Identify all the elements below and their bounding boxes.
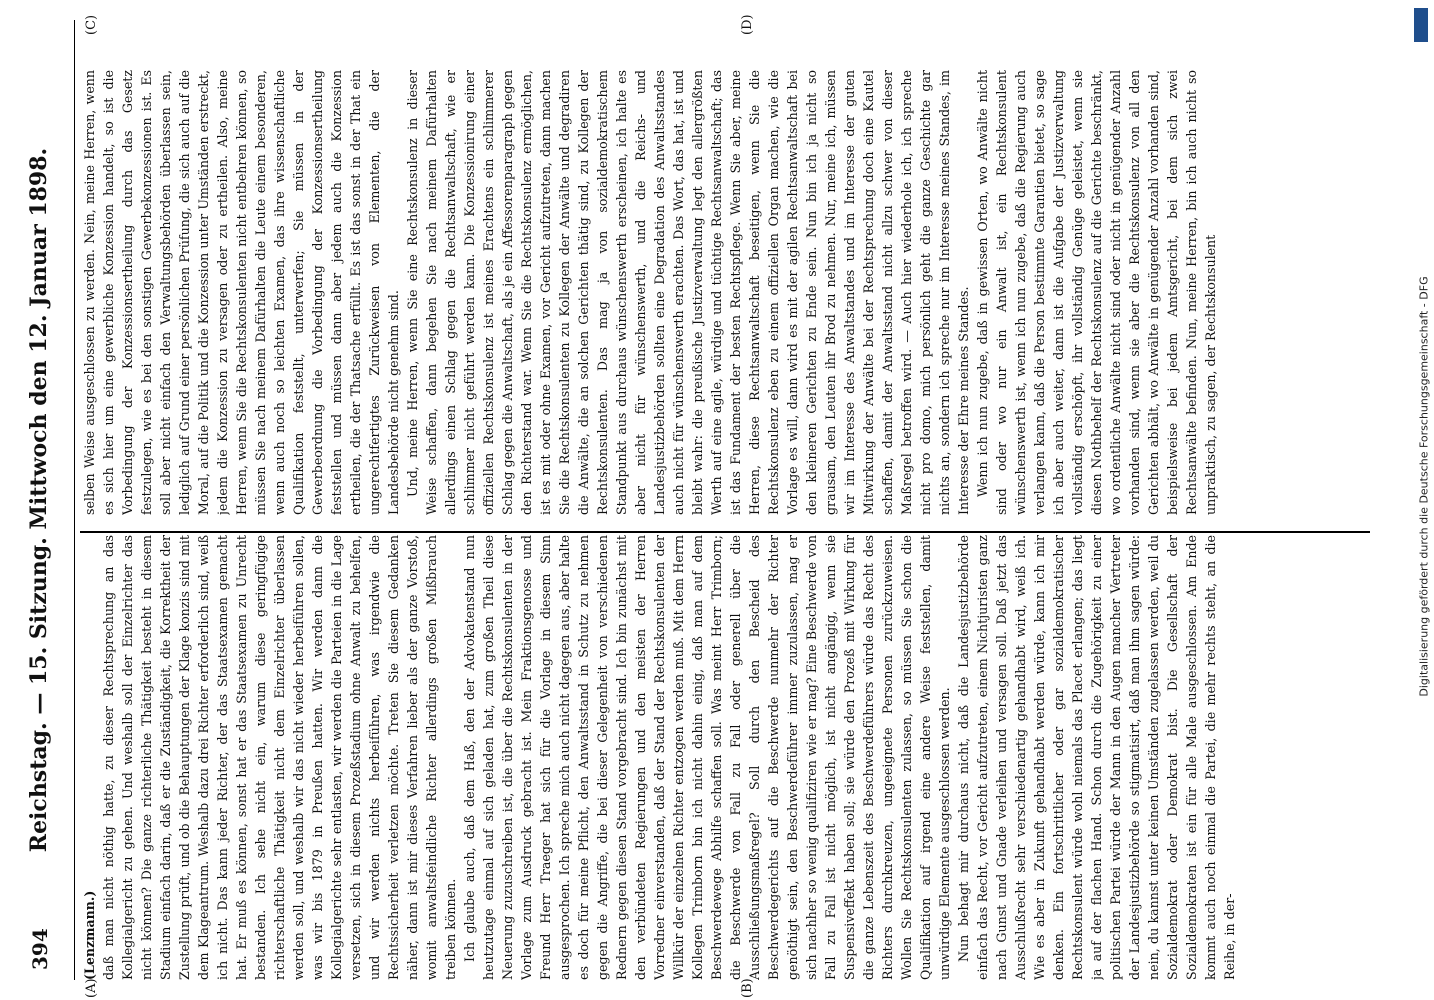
- page-title: Reichstag. — 15. Sitzung. Mittwoch den 12. Januar 1898.: [26, 147, 52, 853]
- paragraph: Und, meine Herren, wenn Sie eine Rechtskonsulenz in dieser Weise schaffen, dann begehen Sie nach meinem Dafürhalten allerdings einen Schlag gegen die Rechtsanwaltschaft, wie er schlimmer nicht geführt werden kann. Die Konzessionirung einer offiziellen Rechtskonsulenz ist meines Erachtens ein schlimmerer Schlag gegen die Anwaltschaft, als je ein Affessorenparagraph gegen den Richterstand war. Wenn Sie die Rechtskonsulenz ermöglichen, ist es mit oder ohne Examen, vor Gericht aufzutreten, dann machen Sie die Rechtskonsulenten zu Kollegen der Anwälte und degradiren die Anwälte, die an solchen Gerichten thätig sind, zu Kollegen der Rechtskonsulenten. Das mag ja von sozialdemokratischem Standpunkt aus durchaus wünschenswerth erscheinen, ich halte es aber nicht für wünschenswerth, und die Reichs- und Landesjustizbehörden sollten eine Degradation des Anwaltsstandes auch nicht für wünschenswerth erachten. Das Wort, das hat, ist und bleibt wahr: die preußische Justizverwaltung legt den allergrößten Werth auf eine agile, würdige und tüchtige Rechtsanwaltschaft; das ist das Fundament der besten Rechtspflege. Wenn Sie aber, meine Herren, diese Rechtsanwaltschaft beseitigen, wenn Sie die Rechtskonsulenz eben zu einem offiziellen Organ machen, wie die Vorlage es will, dann wird es mit der agilen Rechtsanwaltschaft bei den kleineren Gerichten zu Ende sein. Nun bin ich ja nicht so grausam, den Leuten ihr Brod zu nehmen. Nur, meine ich, müssen wir im Interesse des Anwaltstandes und im Interesse der guten Mitwirkung der Anwälte bei der Rechtsprechung doch eine Kautel schaffen, damit der Anwaltsstand nicht allzu schwer von dieser Maßregel betroffen wird. — Auch hier wiederhole ich, ich spreche nicht pro domo, mich persönlich geht die ganze Geschichte gar nichts an, sondern ich spreche nur im Interesse meines Standes, im Interesse der Ehre meines Standes.: [405, 70, 971, 515]
- page-number: 394: [28, 928, 52, 970]
- digitization-credit: Digitalisierung gefördert durch die Deutsche Forschungsgemeinschaft - DFG: [1417, 276, 1431, 697]
- header-rule: [74, 20, 75, 980]
- paragraph: Nun behagt mir durchaus nicht, daß die Landesjustizbehörde einfach das Recht, vor Gericht aufzutreten, einem Nichtjuristen ganz nach Gunst und Gnade verleihen und versagen soll. Daß jetzt das Ausschlußrecht sehr verschiedenartig gehandhabt wird, weiß ich. Wie es aber in Zukunft gehandhabt werden würde, kann ich mir denken. Ein fortschrittlicher oder gar sozialdemokratischer Rechtskonsulent würde wohl niemals das Placet erlangen; das liegt ja auf der flachen Hand. Schon durch die Zugehörigkeit zu einer politischen Partei würde der Mann in den Augen mancher Vertreter der Landesjustizbehörde so stigmatisirt, daß man ihm sagen würde: nein, du kannst unter keinen Umständen zugelassen werden, weil du Sozialdemokrat oder Demokrat bist. Die Gesellschaft der Sozialdemokraten ist ein für alle Male ausgeschlossen. Am Ende kommt auch noch einmal die Partei, die mehr rechts steht, an die Reihe, in der-: [956, 535, 1237, 980]
- speaker-name: (Lenzmann.): [82, 890, 97, 980]
- column-divider: [80, 531, 1370, 533]
- dfg-sidebar: [1394, 0, 1434, 1000]
- margin-marker-a: (A): [84, 978, 99, 998]
- page-header: [0, 0, 60, 1000]
- paragraph: Wenn ich nun zugebe, daß in gewissen Orten, wo Anwälte nicht sind oder wo nur ein Anwalt ist, ein Rechtskonsulent wünschenswerth ist, wenn ich nun zugebe, daß die Regierung auch verlangen kann, daß die Person bestimmte Garantien bietet, so sage ich aber auch weiter, dann ist die Aufgabe der Justizverwaltung vollständig erschöpft, ihr vollständig Genüge geleistet, wenn sie diesen Nothbehelf der Rechtskonsulenz auf die Gerichte beschränkt, wo ordentliche Anwälte nicht sind oder nicht in genügender Anzahl vorhanden sind, wenn sie aber die Rechtskonsulenz von all den Gerichten abhält, wo Anwälte in genügender Anzahl vorhanden sind, beispielsweise bei jedem Amtsgericht, bei dem sich zwei Rechtsanwälte befinden. Nun, meine Herren, bin ich auch nicht so unpraktisch, zu sagen, der Rechtskonsulent: [975, 70, 1218, 515]
- paragraph: selben Weise ausgeschlossen zu werden. Nein, meine Herren, wenn es sich hier um eine gewerbliche Konzession handelt, so ist die Vorbedingung der Konzessionsertheilung durch das Gesetz festzulegen, wie es bei den sonstigen Gewerbekonzessionen ist. Es soll aber nicht einfach den Verwaltungsbehörden überlassen sein, lediglich auf Grund einer persönlichen Prüfung, die sich auch auf die Moral, auf die Politik und die Konzession unter Umständen erstreckt, jedem die Konzession zu versagen oder zu ertheilen. Also, meine Herren, wenn Sie die Rechtskonsulenten nicht entbehren können, so müssen Sie nach meinem Dafürhalten die Leute einem besonderen, wenn auch noch so leichten Examen, das ihre wissenschaftliche Qualifikation feststellt, unterwerfen; Sie müssen in der Gewerbeordnung die Vorbedingung der Konzessionsertheilung feststellen und müssen dann aber jedem auch die Konzession ertheilen, die der Thatsache erfüllt. Es ist das sonst in der That ein ungerechtfertigtes Zurückweisen von Elementen, die der Landesbehörde nicht genehm sind.: [82, 70, 401, 515]
- right-column: [80, 70, 1380, 515]
- margin-marker-c: (C): [84, 14, 99, 35]
- margin-marker-d: (D): [740, 14, 755, 35]
- margin-marker-b: (B): [740, 978, 755, 998]
- paragraph: daß man nicht nöthig hatte, zu dieser Rechtsprechung an das Kollegialgericht zu gehen. Und weshalb soll der Einzelrichter das nicht können? Die ganze richterliche Thätigkeit besteht in diesem Stadium einfach darin, daß er die Zuständigkeit, die Korrektheit der Zustellung prüft, und ob die Behauptungen der Klage konzis sind mit dem Klageantrum. Weshalb dazu drei Richter erforderlich sind, weiß ich nicht. Das kann jeder Richter, der das Staatsexamen gemacht hat. Er muß es können, sonst hat er das Staatsexamen zu Unrecht bestanden. Ich sehe nicht ein, warum diese geringfügige richterschaftliche Thätigkeit nicht dem Einzelrichter überlassen werden soll, und weshalb wir das nicht wieder herbeiführen sollen, was wir bis 1879 in Preußen hatten. Wir werden dann die Kollegialgerichte sehr entlasten, wir werden die Parteien in die Lage versetzen, sich in diesem Prozeßstadium ohne Anwalt zu behelfen, und wir werden nichts herbeiführen, was irgendwie die Rechtssicherheit verletzen möchte. Treten Sie diesem Gedanken näher, dann ist mir dieses Verfahren lieber als der ganze Vorstoß, womit anwaltsfeindliche Richter allerdings großen Mißbrauch treiben können.: [101, 535, 458, 980]
- left-column: [80, 535, 1380, 980]
- paragraph: Ich glaube auch, daß dem Haß, den der Advokatenstand nun heutzutage einmal auf sich geladen hat, zum großen Theil diese Neuerung zuzuschreiben ist, die über die Rechtskonsulenten in der Vorlage zum Ausdruck gebracht ist. Mein Fraktionsgenosse und Freund Herr Traeger hat sich für die Vorlage in diesem Sinn ausgesprochen. Ich spreche mich auch nicht dagegen aus, aber halte es doch für meine Pflicht, den Anwaltsstand in Schutz zu nehmen gegen die Angriffe, die bei dieser Gelegenheit von verschiedenen Rednern gegen diesen Stand vorgebracht sind. Ich bin zunächst mit den verbündeten Regierungen und den meisten der Herren Vorredner einverstanden, daß der Stand der Rechtskonsulenten der Willkür der einzelnen Richter entzogen werden muß. Mit dem Herrn Kollegen Trimborn bin ich nicht dahin einig, daß man auf dem Beschwerdewege Abhilfe schaffen soll. Was meint Herr Trimborn; die Beschwerde von Fall zu Fall oder generell über die Ausschließungsmaßregel? Soll durch den Bescheid des Beschwerdegerichts auf die Beschwerde nunmehr der Richter genöthigt sein, den Beschwerdeführer immer zuzulassen, mag er sich nachher so wenig qualifiziren wie er mag? Eine Beschwerde von Fall zu Fall ist nicht möglich, ist nicht angängig, wenn sie Suspensiveffekt haben soll; sie würde den Prozeß mit Wirkung für die ganze Lebenszeit des Beschwerdeführers würde das Recht des Richters durchkreuzen, ungeeignete Personen zurückzuweisen. Wollen Sie Rechtskonsulenten zulassen, so müssen Sie schon die Qualifikation auf irgend eine andere Weise feststellen, damit unwürdige Elemente ausgeschlossen werden.: [462, 535, 952, 980]
